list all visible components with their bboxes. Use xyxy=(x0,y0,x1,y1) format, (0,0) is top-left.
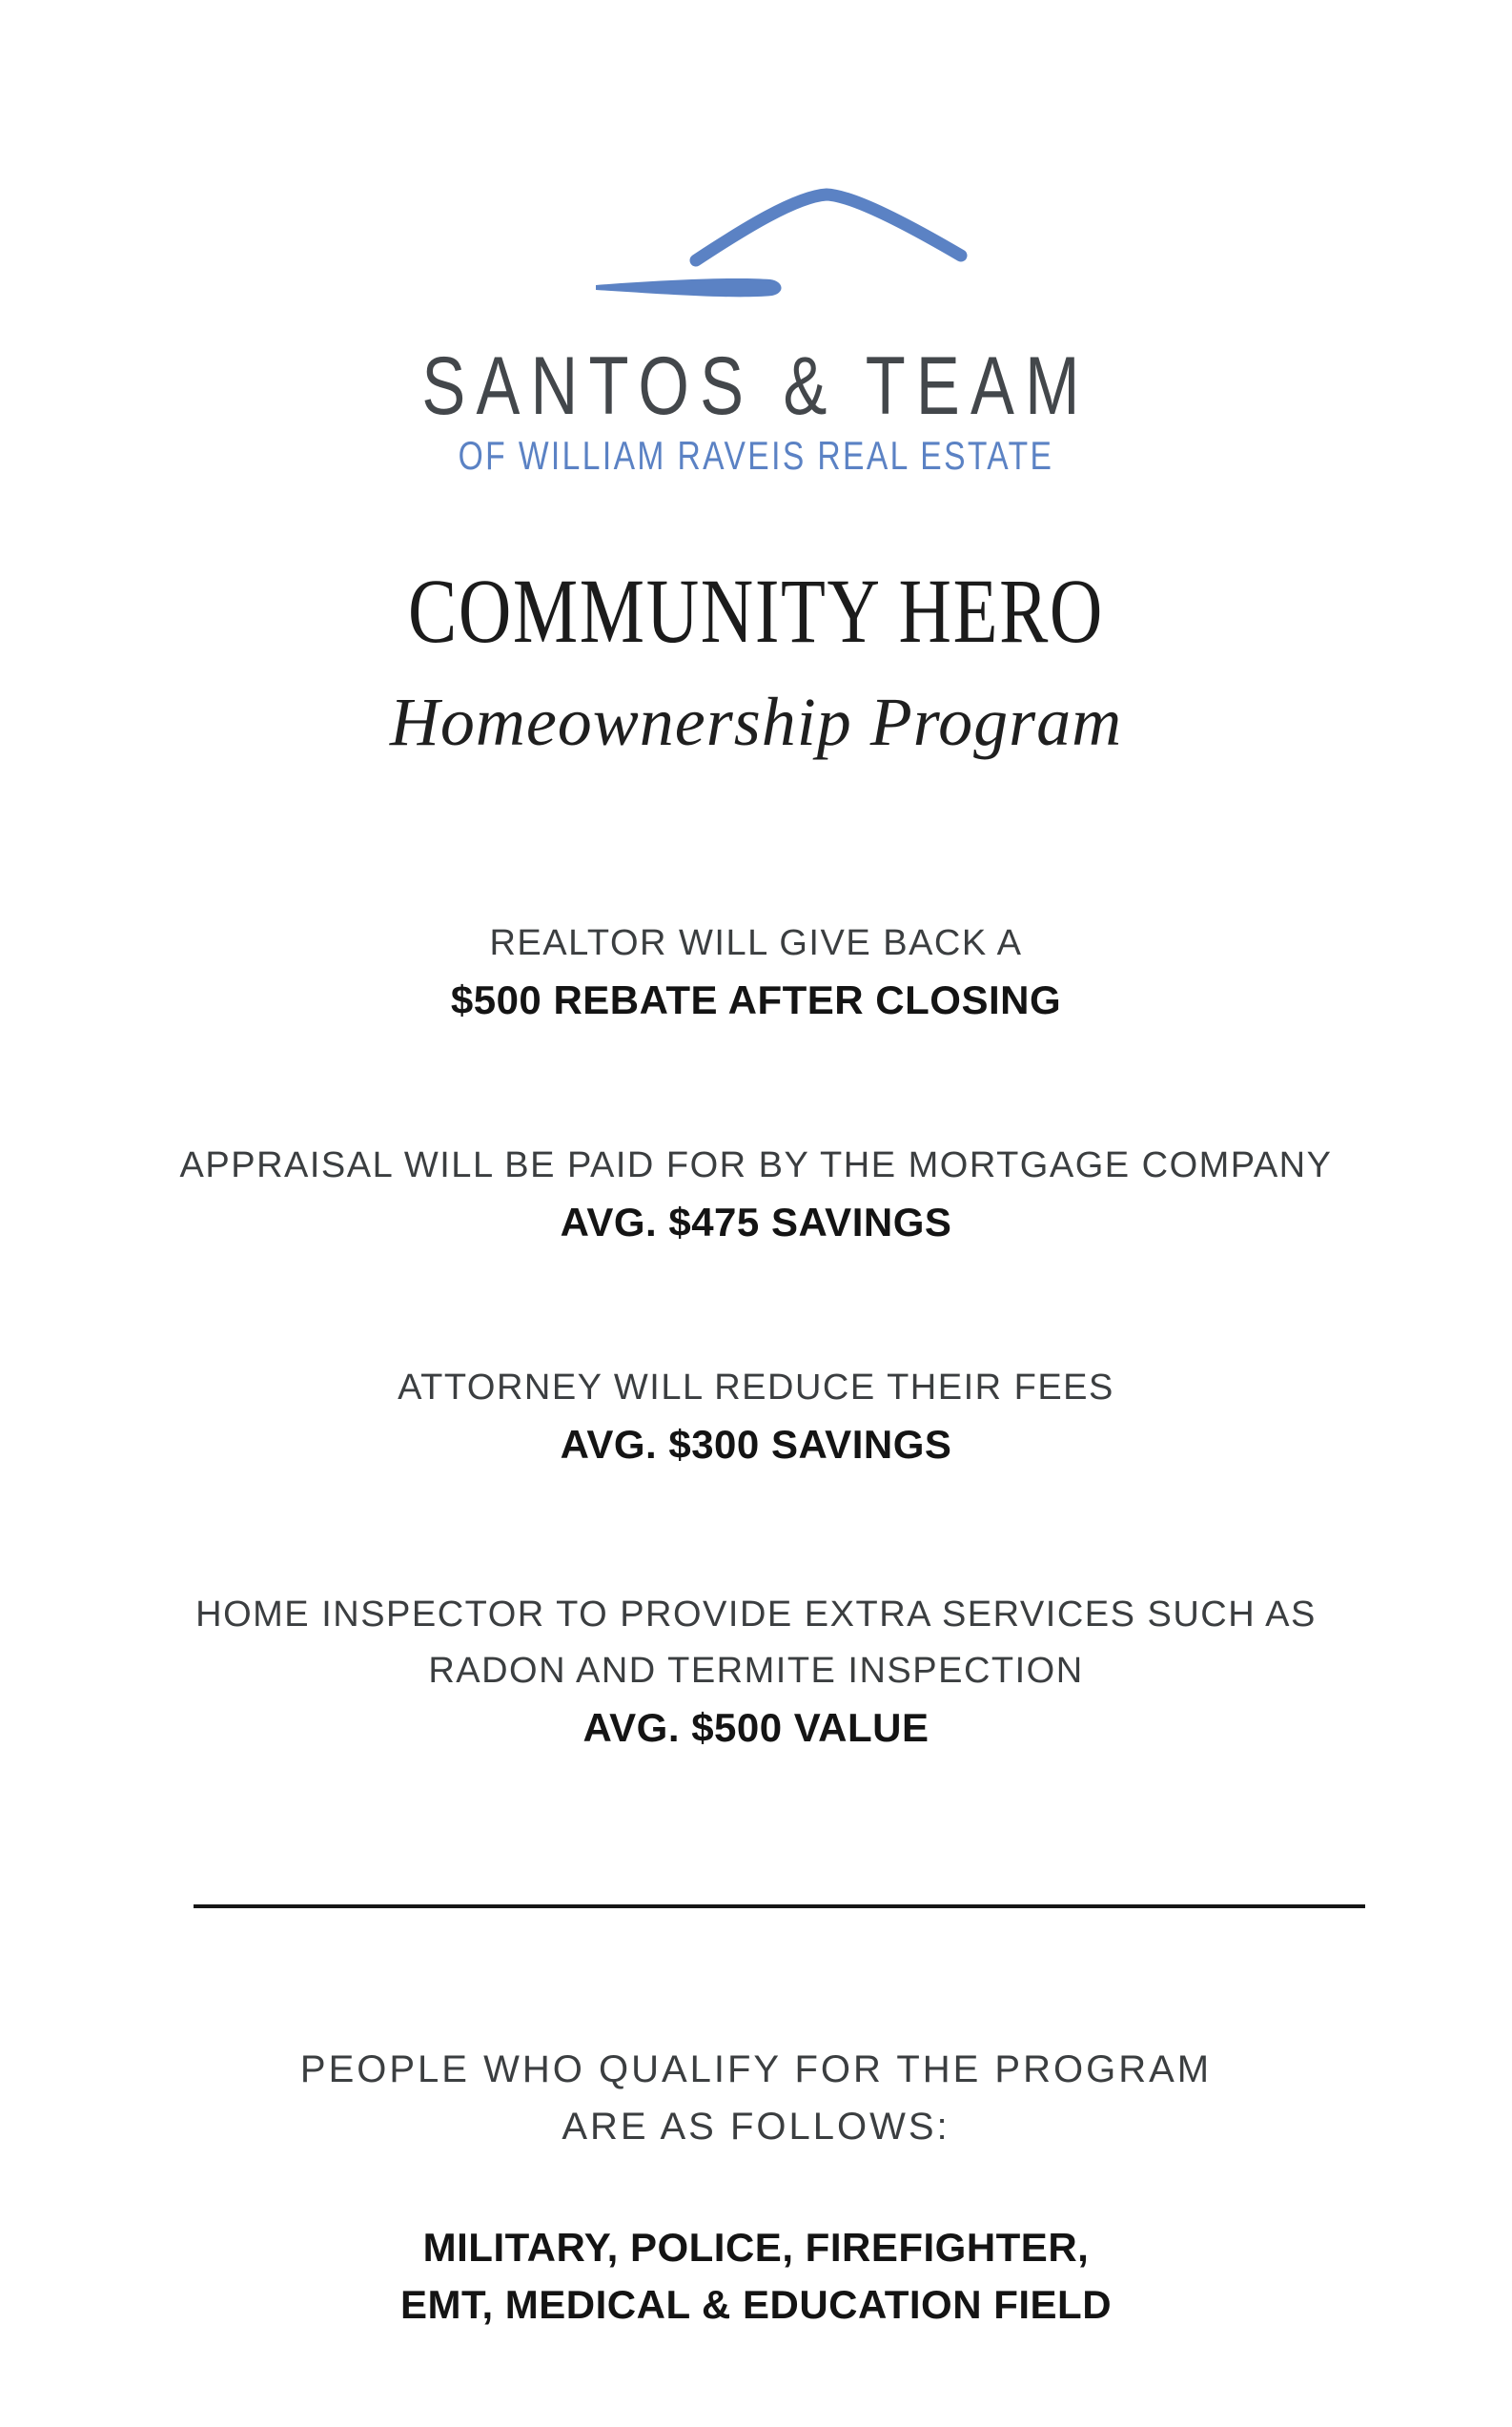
team-name: SANTOS & TEAM xyxy=(421,340,1091,432)
qualification-intro-line: ARE AS FOLLOWS: xyxy=(562,2106,950,2148)
qualification-groups xyxy=(0,2219,1512,2334)
qualification-intro xyxy=(0,2041,1512,2155)
brokerage-tagline: OF WILLIAM RAVEIS REAL ESTATE xyxy=(458,433,1054,478)
benefit-realtor-rebate xyxy=(0,915,1512,1028)
benefit-appraisal xyxy=(0,1138,1512,1250)
benefit-highlight: AVG. $300 SAVINGS xyxy=(560,1422,952,1467)
benefit-description: APPRAISAL WILL BE PAID FOR BY THE MORTGAGE COMPANY xyxy=(179,1145,1333,1185)
section-divider xyxy=(194,1904,1365,1908)
benefit-highlight: $500 REBATE AFTER CLOSING xyxy=(450,977,1062,1022)
qualification-group-line: EMT, MEDICAL & EDUCATION FIELD xyxy=(399,2282,1113,2327)
benefit-attorney xyxy=(0,1360,1512,1472)
benefit-description: HOME INSPECTOR TO PROVIDE EXTRA SERVICES SUCH AS xyxy=(195,1594,1317,1635)
benefit-highlight: AVG. $475 SAVINGS xyxy=(560,1200,952,1244)
benefit-highlight: AVG. $500 VALUE xyxy=(582,1705,930,1750)
benefit-description: RADON AND TERMITE INSPECTION xyxy=(428,1651,1084,1691)
benefit-description: ATTORNEY WILL REDUCE THEIR FEES xyxy=(398,1368,1114,1408)
benefit-description: REALTOR WILL GIVE BACK A xyxy=(489,923,1023,963)
benefit-home-inspector xyxy=(0,1587,1512,1756)
qualification-intro-line: PEOPLE WHO QUALIFY FOR THE PROGRAM xyxy=(299,2048,1213,2090)
qualification-group-line: MILITARY, POLICE, FIREFIGHTER, xyxy=(422,2225,1090,2270)
program-subtitle: Homeownership Program xyxy=(389,684,1123,760)
program-title: COMMUNITY HERO xyxy=(408,560,1104,662)
roof-swoosh-icon xyxy=(562,176,1001,305)
